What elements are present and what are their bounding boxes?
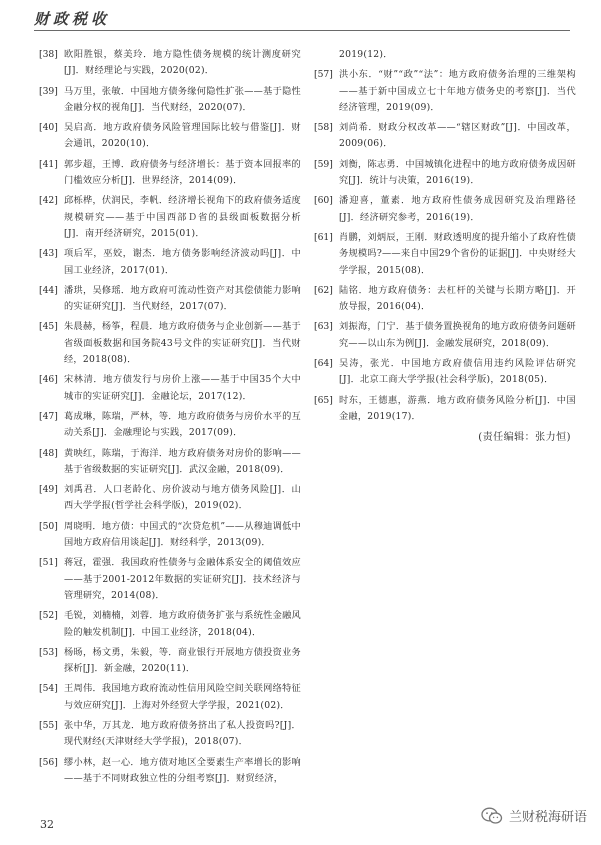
reference-text: 吴启高．地方政府债务风险管理国际比较与借鉴[J]．财会通讯，2020(10)．	[64, 122, 301, 150]
reference-text: 洪小东．“财”“政”“法”：地方政府债务治理的三维架构——基于新中国成立七十年地方债务史的考察[J]．当代经济管理，2019(09)．	[339, 69, 576, 113]
watermark	[481, 806, 587, 825]
page-number: 32	[40, 818, 54, 831]
reference-item	[39, 681, 301, 714]
reference-item	[39, 409, 301, 442]
reference-item	[39, 645, 301, 678]
reference-text: 肖鹏，刘炳辰，王刚．财政透明度的提升缩小了政府性债务规模吗?——来自中国29个省份的证据[J]．中央财经大学学报，2015(08)．	[339, 231, 576, 276]
reference-number: [64]	[314, 358, 333, 370]
reference-number: [56]	[39, 756, 58, 768]
reference-text: 邱栎桦，伏润民，李帆．经济增长视角下的政府债务适度规模研究——基于中国西部Ｄ省的县级面板数据分析[J]．南开经济研究，2015(01)．	[64, 195, 301, 239]
reference-number: [42]	[39, 195, 58, 207]
left-column	[39, 47, 301, 791]
reference-number: [45]	[39, 321, 58, 333]
reference-text: 宋林清．地方债发行与房价上涨——基于中国35个大中城市的实证研究[J]．金融论坛，2017(12)．	[64, 374, 301, 402]
wechat-icon	[481, 807, 503, 825]
reference-item	[39, 157, 301, 190]
reference-number: [62]	[314, 284, 333, 296]
reference-number: [63]	[314, 321, 333, 333]
reference-text: 周晓明．地方债：中国式的“次贷危机”——从穆迪调低中国地方政府信用谈起[J]．财经科学，2013(09)．	[64, 520, 301, 549]
editor-note: (责任编辑：张力恒)	[478, 432, 571, 443]
reference-text: 朱晨赫，杨筝，程晨．地方政府债务与企业创新——基于省级面板数据和国务院43号文件的实证研究[J]．当代财经，2018(08)．	[64, 321, 301, 366]
reference-item	[39, 120, 301, 153]
reference-item	[314, 230, 576, 279]
reference-number: [53]	[39, 646, 58, 658]
reference-item	[39, 193, 301, 242]
reference-text: 时东，王德惠，游燕．地方政府债务风险分析[J]．中国金融，2019(17)．	[339, 394, 576, 422]
reference-text: 欧阳胜银，蔡美玲．地方隐性债务规模的统计测度研究[J]．财经理论与实践，2020(02)．	[64, 49, 301, 77]
reference-text: 张中华，万其龙．地方政府债务挤出了私人投资吗?[J]．现代财经(天津财经大学学报)，2018(07)．	[64, 719, 301, 748]
reference-text: 葛成琳，陈瑞，严林，等．地方政府债务与房价水平的互动关系[J]．金融理论与实践，2017(09)．	[64, 410, 301, 439]
reference-number: [44]	[39, 284, 58, 296]
reference-item	[39, 246, 301, 279]
reference-item	[39, 482, 301, 515]
reference-number: [40]	[39, 122, 58, 134]
reference-text: 黄映红，陈瑞，于海洋．地方政府债务对房价的影响——基于省级数据的实证研究[J]．武汉金融，2018(09)．	[64, 447, 301, 475]
reference-number: [61]	[314, 231, 333, 243]
reference-text: 郭步超，王博．政府债务与经济增长：基于资本回报率的门槛效应分析[J]．世界经济，2014(09)．	[64, 158, 301, 187]
reference-item	[314, 319, 576, 352]
reference-number: [52]	[39, 610, 58, 622]
reference-number: [51]	[39, 557, 58, 569]
reference-item	[314, 193, 576, 226]
reference-number: [47]	[39, 410, 58, 422]
reference-number: [41]	[39, 158, 58, 170]
reference-item	[314, 120, 576, 153]
reference-number: [46]	[39, 374, 58, 386]
reference-item	[39, 84, 301, 117]
reference-item	[39, 47, 301, 80]
header-rule	[34, 30, 570, 31]
reference-text: 蒋冠，霍强．我国政府性债务与金融体系安全的阈值效应——基于2001-2012年数据的实证研究[J]．技术经济与管理研究，2014(08)．	[64, 557, 301, 601]
reference-number: [65]	[314, 394, 333, 406]
reference-number: [49]	[39, 484, 58, 496]
reference-text: 刘尚希．财政分权改革——“辖区财政”[J]．中国改革，2009(06)．	[339, 122, 576, 150]
reference-item	[314, 393, 576, 426]
journal-title: 财政税收	[34, 10, 111, 28]
reference-number: [58]	[314, 122, 333, 134]
reference-number: [38]	[39, 49, 58, 60]
reference-item	[39, 446, 301, 479]
reference-item	[314, 157, 576, 190]
reference-text: 毛锐，刘楠楠，刘蓉．地方政府债务扩张与系统性金融风险的触发机制[J]．中国工业经济，2018(04)．	[64, 610, 301, 638]
watermark-text: 兰财税海研语	[508, 810, 587, 825]
reference-text: 马万里，张敏．中国地方债务缘何隐性扩张——基于隐性金融分权的视角[J]．当代财经，2020(07)．	[64, 85, 301, 113]
reference-text: 刘衡，陈志勇．中国城镇化进程中的地方政府债务成因研究[J]．统计与决策，2016(19)．	[339, 158, 576, 187]
reference-number: [39]	[39, 85, 58, 97]
reference-text: 刘禹君．人口老龄化、房价波动与地方债务风险[J]．山西大学学报(哲学社会科学版)，2019(02)．	[64, 484, 301, 512]
reference-number: [57]	[314, 69, 333, 81]
reference-item	[39, 755, 301, 788]
reference-item	[39, 372, 301, 405]
reference-text: 潘迎喜，董素．地方政府性债务成因研究及治理路径[J]．经济研究参考，2016(19)．	[339, 195, 576, 223]
reference-item	[39, 283, 301, 316]
reference-text: 王周伟．我国地方政府流动性信用风险空间关联网络特征与效应研究[J]．上海对外经贸大学学报，2021(02)．	[64, 683, 301, 711]
reference-text: 项后军，巫姣，谢杰．地方债务影响经济波动吗[J]．中国工业经济，2017(01)．	[64, 248, 301, 276]
reference-text: 杨旸，杨文勇，朱毅，等．商业银行开展地方债投资业务探析[J]．新金融，2020(11)．	[64, 646, 301, 675]
reference-text: 潘珙，吴修瑶．地方政府可流动性资产对其偿债能力影响的实证研究[J]．当代财经，2017(07)．	[64, 284, 301, 313]
reference-item	[314, 356, 576, 389]
reference-number: [43]	[39, 248, 58, 260]
reference-item	[39, 319, 301, 368]
reference-number: [55]	[39, 719, 58, 731]
reference-item	[314, 67, 576, 116]
reference-continuation: 2019(12)．	[339, 49, 393, 60]
reference-item	[39, 718, 301, 751]
reference-number: [60]	[314, 195, 333, 207]
reference-number: [59]	[314, 158, 333, 170]
reference-text: 缪小林，赵一心．地方债对地区全要素生产率增长的影响——基于不同财政独立性的分组考察[J]．财贸经济，	[64, 756, 301, 784]
reference-item	[39, 555, 301, 604]
reference-text: 陆铭．地方政府债务：去杠杆的关键与长期方略[J]．开放导报，2016(04)．	[339, 284, 576, 313]
reference-item	[314, 283, 576, 316]
reference-item	[39, 608, 301, 641]
reference-number: [50]	[39, 520, 58, 532]
reference-text: 刘振海，门宁．基于债务置换视角的地方政府债务问题研究——以山东为例[J]．金融发展研究，2018(09)．	[339, 321, 576, 349]
reference-number: [54]	[39, 683, 58, 695]
reference-item	[39, 519, 301, 552]
reference-number: [48]	[39, 447, 58, 459]
right-column	[314, 47, 576, 429]
reference-text: 吴涛，张光．中国地方政府债信用违约风险评估研究[J]．北京工商大学学报(社会科学版)，2018(05)．	[339, 358, 576, 386]
